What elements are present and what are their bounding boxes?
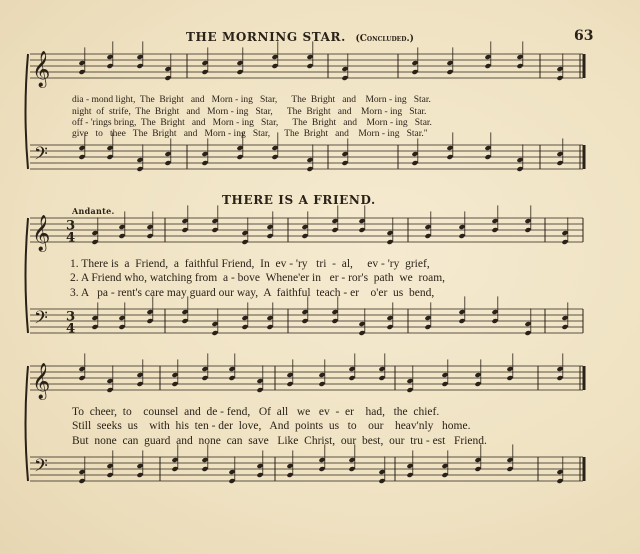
verse-line-3a: 3. A pa - rent's care may guard our way, A faithful teach - er o'er us bend, xyxy=(70,287,435,299)
lyric-line-4: give to thee The Bright and Morn - ing Star, The Bright and Morn - ing Star." xyxy=(72,129,428,139)
treble-clef-icon: 𝄞 xyxy=(32,51,51,88)
treble-clef-icon: 𝄞 xyxy=(32,215,51,252)
page-number: 63 xyxy=(574,28,594,44)
tempo-marking: Andante. xyxy=(72,206,115,216)
time-signature: 3 xyxy=(66,309,76,325)
bass-clef-icon: 𝄢 xyxy=(34,308,48,333)
time-signature: 4 xyxy=(66,321,76,337)
song-title-morning-star: THE MORNING STAR. xyxy=(186,30,346,44)
verse-line-2a: 2. A Friend who, watching from a - bove Whene'er in er - ror's path we roam, xyxy=(70,272,446,284)
bass-clef-icon: 𝄢 xyxy=(34,456,48,481)
verse-line-3b: But none can guard and none can save Like Christ, our best, our tru - est Friend. xyxy=(72,435,487,447)
verse-line-1b: To cheer, to counsel and de - fend, Of all we ev - er had, the chief. xyxy=(72,406,440,418)
song-title-there-is-a-friend: THERE IS A FRIEND. xyxy=(222,193,376,207)
verse-line-2b: Still seeks us with his ten - der love, And points us to our heav'nly home. xyxy=(72,420,471,432)
time-signature: 3 xyxy=(66,218,76,234)
concluded-label: (Concluded.) xyxy=(355,34,414,44)
bass-clef-icon: 𝄢 xyxy=(34,144,48,169)
system-brace xyxy=(26,366,29,481)
treble-clef-icon: 𝄞 xyxy=(32,363,51,400)
system-brace xyxy=(26,54,29,169)
verse-line-1a: 1. There is a Friend, a faithful Friend, In ev - 'ry tri - al, ev - 'ry grief, xyxy=(70,258,430,270)
system-brace xyxy=(26,218,29,333)
lyric-line-1: dia - mond light, The Bright and Morn - ing Star, The Bright and Morn - ing Star. xyxy=(72,95,431,105)
lyric-line-3: off - 'rings bring, The Bright and Morn - ing Star, The Bright and Morn - ing Star. xyxy=(72,118,432,128)
lyric-line-2: night of strife, The Bright and Morn - ing Star, The Bright and Morn - ing Star. xyxy=(72,107,427,117)
time-signature: 4 xyxy=(66,230,76,246)
